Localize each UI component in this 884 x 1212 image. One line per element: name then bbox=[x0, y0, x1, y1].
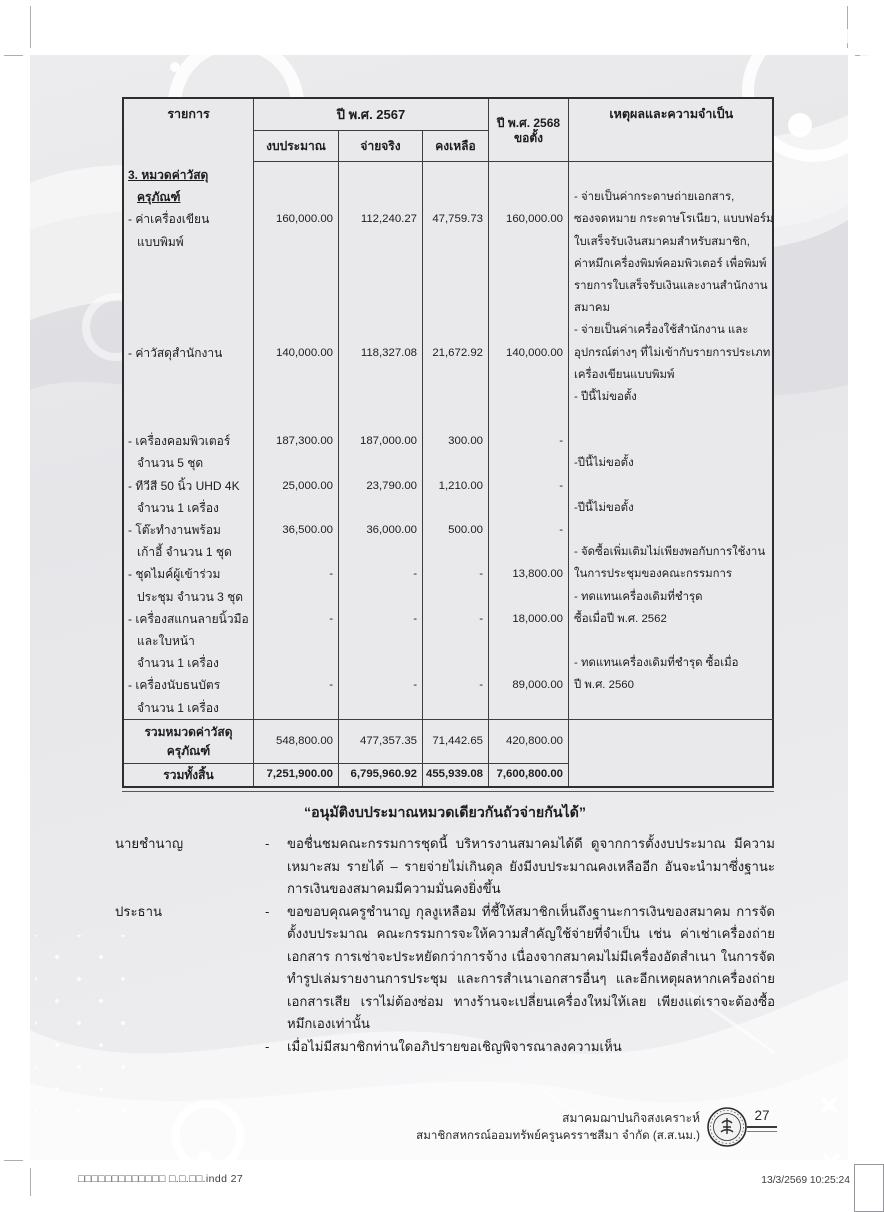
table-line: - ทดแทนเครื่องเดิมที่ชำรุด bbox=[574, 590, 703, 603]
table-line bbox=[489, 652, 568, 674]
table-line bbox=[489, 275, 568, 297]
table-line bbox=[423, 652, 488, 674]
table-line: - bbox=[559, 524, 563, 536]
table-line bbox=[254, 297, 338, 319]
table-line: -ปีนี้ไม่ขอตั้ง bbox=[574, 457, 634, 470]
table-line bbox=[423, 319, 488, 341]
table-line bbox=[339, 497, 422, 519]
table-line: เครื่องเขียนแบบพิมพ์ bbox=[574, 368, 675, 381]
speaker-statement: ขอขอบคุณครูชำนาญ กุลงูเหลือม ที่ชี้ให้สมาชิกเห็นถึงฐานะการเงินของสมาคม การจัดตั้งงบประมาณ คณะกรรมการจะให้ความสำคัญใช้จ่ายที่จำเป็น เช่น ค่าเช่าเครื่องถ่ายเอกสาร การเช่าจะประหยัดกว่าการจ้าง เนื่องจากสมาคมไม่มีเครื่องอัดสำเนา ในการจัดทำรูปเล่มรายงานการประชุม และการสำเนาเอกสารอื่นๆ และอีกเหตุผลหากเครื่องถ่ายเอกสารเสีย เราไม่ต้องซ่อม ทางร้านจะเปลี่ยนเครื่องใหม่ให้เลย เพียงแต่เราจะต้องซื้อหมึกเองเท่านั้น bbox=[287, 903, 775, 1031]
table-line bbox=[254, 452, 338, 474]
table-line: สมาคม bbox=[574, 302, 610, 315]
grand-total-label: รวมทั้งสิ้น bbox=[124, 763, 254, 786]
bullet-dash: - bbox=[265, 903, 270, 919]
table-line: - bbox=[329, 612, 333, 625]
table-line bbox=[254, 497, 338, 519]
table-line: 112,240.27 bbox=[360, 213, 417, 226]
table-line bbox=[489, 697, 568, 719]
table-line bbox=[423, 164, 488, 186]
table-line bbox=[423, 231, 488, 253]
table-line: - bbox=[479, 612, 483, 625]
table-line bbox=[489, 386, 568, 408]
table-line: และใบหน้า bbox=[137, 633, 195, 648]
bullet-dash: - bbox=[265, 836, 270, 851]
table-line: - ค่าเครื่องเขียน bbox=[128, 212, 210, 227]
table-line: - ทดแทนเครื่องเดิมที่ชำรุด ซื้อเมื่อ bbox=[574, 657, 739, 670]
table-line bbox=[423, 297, 488, 319]
table-line bbox=[254, 652, 338, 674]
table-line bbox=[339, 231, 422, 253]
table-line bbox=[254, 253, 338, 275]
page-number: 27 bbox=[754, 1108, 770, 1123]
footer-organization bbox=[380, 1110, 700, 1144]
table-line bbox=[254, 408, 338, 430]
table-line bbox=[339, 386, 422, 408]
table-line bbox=[254, 586, 338, 608]
table-line: 3. หมวดค่าวัสดุ bbox=[128, 168, 209, 182]
category-total-remaining: 71,442.65 bbox=[423, 719, 489, 763]
table-line bbox=[569, 430, 774, 452]
item-column bbox=[124, 162, 254, 719]
col-header-year-2568 bbox=[489, 99, 569, 162]
crop-mark-box bbox=[854, 1164, 884, 1212]
x-mark-icon: ✕ bbox=[820, 1148, 843, 1178]
table-line: แบบพิมพ์ bbox=[137, 234, 184, 249]
x-mark-icon: ✕ bbox=[818, 1091, 841, 1121]
table-line: - bbox=[329, 568, 333, 581]
table-line: อุปกรณ์ต่างๆ ที่ไม่เข้ากับรายการประเภท bbox=[574, 346, 771, 359]
table-line: - จ่ายเป็นค่าเครื่องใช้สำนักงาน และ bbox=[574, 324, 749, 337]
table-line bbox=[254, 164, 338, 186]
table-line bbox=[489, 452, 568, 474]
table-line: ปี พ.ศ. 2560 bbox=[574, 679, 634, 692]
footer-org-line2: สมาชิกสหกรณ์ออมทรัพย์ครูนครราชสีมา จำกัด (ส.ส.นม.) bbox=[416, 1129, 700, 1142]
table-line bbox=[423, 497, 488, 519]
table-line bbox=[423, 253, 488, 275]
table-line bbox=[254, 541, 338, 563]
speaker-block bbox=[115, 1036, 775, 1059]
col-header-actual: จ่ายจริง bbox=[339, 131, 423, 162]
table-line bbox=[254, 364, 338, 386]
table-line bbox=[569, 630, 774, 652]
table-line: - bbox=[413, 679, 417, 692]
table-line: 47,759.73 bbox=[432, 213, 483, 226]
totals-reason-cell bbox=[569, 719, 774, 786]
table-line: - bbox=[479, 568, 483, 581]
table-line: - bbox=[479, 679, 483, 692]
table-line: 187,000.00 bbox=[359, 435, 417, 448]
table-line: - จ่ายเป็นค่ากระดาษถ่ายเอกสาร, bbox=[574, 191, 735, 204]
table-line: - bbox=[559, 479, 563, 492]
table-line: - เครื่องคอมพิวเตอร์ bbox=[128, 434, 231, 449]
table-line: เก้าอี้ จำนวน 1 ชุด bbox=[137, 545, 232, 560]
table-line bbox=[339, 408, 422, 430]
table-line: 25,000.00 bbox=[282, 479, 333, 492]
table-line: จำนวน 5 ชุด bbox=[137, 456, 204, 471]
table-line bbox=[339, 186, 422, 208]
table-line bbox=[339, 253, 422, 275]
col-header-year-2568-line1: ปี พ.ศ. 2568 bbox=[496, 115, 561, 130]
col-header-year-2568-line2: ขอตั้ง bbox=[513, 130, 544, 145]
table-line: -ปีนี้ไม่ขอตั้ง bbox=[574, 501, 634, 514]
table-line bbox=[569, 164, 774, 186]
table-line bbox=[569, 408, 774, 430]
decor-dot bbox=[788, 113, 812, 137]
table-line: 300.00 bbox=[448, 435, 483, 448]
table-line bbox=[339, 164, 422, 186]
table-line bbox=[423, 541, 488, 563]
page-number-rule bbox=[747, 1126, 777, 1128]
table-line bbox=[489, 630, 568, 652]
table-line bbox=[124, 386, 253, 408]
page-number-block bbox=[740, 1108, 784, 1132]
table-line bbox=[254, 275, 338, 297]
minutes-section bbox=[115, 802, 775, 1058]
table-line bbox=[339, 630, 422, 652]
table-line bbox=[423, 186, 488, 208]
table-line: 118,327.08 bbox=[360, 346, 417, 359]
grand-total-request: 7,600,800.00 bbox=[489, 763, 569, 786]
table-line: ประชุม จำนวน 3 ชุด bbox=[137, 589, 244, 604]
crop-mark bbox=[30, 1168, 31, 1196]
table-line: 36,500.00 bbox=[282, 524, 333, 536]
col-header-reason: เหตุผลและความจำเป็น bbox=[569, 99, 774, 162]
category-total-label: รวมหมวดค่าวัสดุ ครุภัณฑ์ bbox=[124, 719, 254, 763]
table-line: 21,672.92 bbox=[432, 346, 483, 359]
table-line: 89,000.00 bbox=[512, 679, 563, 692]
table-line bbox=[423, 452, 488, 474]
table-line: - เครื่องสแกนลายนิ้วมือ bbox=[128, 611, 249, 626]
table-line: - bbox=[329, 679, 333, 692]
table-line bbox=[569, 475, 774, 497]
table-line: 36,000.00 bbox=[366, 524, 417, 536]
table-line: 18,000.00 bbox=[512, 612, 563, 625]
table-line bbox=[423, 275, 488, 297]
table-line: 140,000.00 bbox=[275, 346, 333, 359]
table-line: ในการประชุมของคณะกรรมการ bbox=[574, 568, 733, 581]
grand-total-remaining: 455,939.08 bbox=[423, 763, 489, 786]
table-line bbox=[124, 297, 253, 319]
table-line bbox=[339, 586, 422, 608]
footer-org-line1: สมาคมฌาปนกิจสงเคราะห์ bbox=[562, 1111, 700, 1125]
col-header-item: รายการ bbox=[124, 99, 254, 162]
table-line bbox=[489, 253, 568, 275]
grand-total-budget: 7,251,900.00 bbox=[254, 763, 339, 786]
table-line bbox=[339, 452, 422, 474]
table-line: - จัดซื้อเพิ่มเติมไม่เพียงพอกับการใช้งาน bbox=[574, 546, 766, 559]
table-line bbox=[423, 364, 488, 386]
table-line bbox=[489, 319, 568, 341]
speaker-name: นายชำนาญ bbox=[115, 836, 184, 851]
category-total-request: 420,800.00 bbox=[489, 719, 569, 763]
table-line bbox=[423, 408, 488, 430]
table-line bbox=[489, 497, 568, 519]
table-line bbox=[254, 231, 338, 253]
table-line bbox=[339, 275, 422, 297]
table-line: - ค่าวัสดุสำนักงาน bbox=[128, 345, 223, 360]
table-line: 13,800.00 bbox=[512, 568, 563, 581]
table-line: ซื้อเมื่อปี พ.ศ. 2562 bbox=[574, 612, 667, 625]
table-line bbox=[254, 186, 338, 208]
speaker-statement: เมื่อไม่มีสมาชิกท่านใดอภิปรายขอเชิญพิจารณาลงความเห็น bbox=[287, 1038, 622, 1054]
speaker-block bbox=[115, 833, 775, 901]
table-line: 1,210.00 bbox=[438, 479, 483, 492]
table-line: จำนวน 1 เครื่อง bbox=[137, 500, 219, 515]
speaker-statement: ขอชื่นชมคณะกรรมการชุดนี้ บริหารงานสมาคมได้ดี ดูจากการตั้งงบประมาณ มีความเหมาะสม รายได้ – รายจ่ายไม่เกินดุล ยังมีงบประมาณคงเหลืออีก อันจะนำมาซึ่งฐานะการเงินของสมาคมมีความมั่นคงยิ่งขึ้น bbox=[287, 836, 775, 896]
table-line bbox=[489, 231, 568, 253]
table-line bbox=[489, 186, 568, 208]
table-line bbox=[489, 586, 568, 608]
table-line: ค่าหมึกเครื่องพิมพ์คอมพิวเตอร์ เพื่อพิมพ์ bbox=[574, 257, 767, 270]
table-line bbox=[254, 697, 338, 719]
table-line bbox=[124, 319, 253, 341]
table-line bbox=[339, 541, 422, 563]
table-line: - เครื่องนับธนบัตร bbox=[128, 678, 221, 693]
table-line bbox=[254, 319, 338, 341]
table-line bbox=[254, 630, 338, 652]
table-line bbox=[489, 541, 568, 563]
table-line: 140,000.00 bbox=[505, 346, 563, 359]
page-number-rule bbox=[747, 1131, 777, 1132]
budget-column bbox=[254, 162, 339, 719]
budget-table bbox=[122, 97, 774, 788]
request-column bbox=[489, 162, 569, 719]
decor-dot bbox=[198, 1151, 212, 1165]
decor-dot-grid bbox=[35, 935, 125, 1125]
reason-column bbox=[569, 162, 774, 719]
table-line: 500.00 bbox=[448, 524, 483, 536]
table-line bbox=[124, 364, 253, 386]
table-line bbox=[569, 697, 774, 719]
speaker-name: ประธาน bbox=[115, 903, 163, 919]
table-line bbox=[569, 519, 774, 541]
table-line: 160,000.00 bbox=[275, 213, 333, 226]
table-line bbox=[339, 697, 422, 719]
col-header-year-2567: ปี พ.ศ. 2567 bbox=[254, 99, 489, 131]
table-line bbox=[423, 586, 488, 608]
table-line: ใบเสร็จรับเงินสมาคมสำหรับสมาชิก, bbox=[574, 235, 750, 248]
table-line: - bbox=[559, 435, 563, 448]
table-line: - bbox=[413, 568, 417, 581]
decor-dot bbox=[170, 62, 180, 72]
table-line bbox=[423, 386, 488, 408]
table-line bbox=[489, 164, 568, 186]
table-line: ครุภัณฑ์ bbox=[137, 190, 181, 205]
table-line bbox=[124, 275, 253, 297]
table-line bbox=[423, 630, 488, 652]
table-line: - ชุดไมค์ผู้เข้าร่วม bbox=[128, 567, 221, 582]
table-line bbox=[254, 386, 338, 408]
table-line bbox=[124, 408, 253, 430]
table-line: - bbox=[413, 612, 417, 625]
bullet-dash: - bbox=[265, 1038, 270, 1054]
speaker-block bbox=[115, 901, 775, 1036]
table-line bbox=[339, 319, 422, 341]
table-line: - ทีวีสี 50 นิ้ว UHD 4K bbox=[128, 478, 240, 493]
table-line: - โต๊ะทำงานพร้อม bbox=[128, 523, 221, 537]
table-line bbox=[489, 408, 568, 430]
table-line bbox=[489, 297, 568, 319]
grand-total-actual: 6,795,960.92 bbox=[339, 763, 423, 786]
table-line: 23,790.00 bbox=[366, 479, 417, 492]
crop-mark bbox=[4, 55, 23, 56]
table-line bbox=[339, 652, 422, 674]
table-line bbox=[339, 364, 422, 386]
category-total-actual: 477,357.35 bbox=[339, 719, 423, 763]
print-slug-timestamp: 13/3/2569 10:25:24 bbox=[761, 1175, 850, 1186]
print-slug-filename: □□□□□□□□□□□□□ □.□.□□.indd 27 bbox=[78, 1173, 244, 1185]
crop-mark bbox=[30, 6, 31, 48]
table-line: รายการใบเสร็จรับเงินและงานสำนักงาน bbox=[574, 279, 768, 292]
actual-column bbox=[339, 162, 423, 719]
table-line bbox=[124, 253, 253, 275]
table-line: จำนวน 1 เครื่อง bbox=[137, 656, 219, 671]
table-line: ซองจดหมาย กระดาษโรเนียว, แบบฟอร์ม bbox=[574, 213, 774, 226]
remaining-column bbox=[423, 162, 489, 719]
table-line: จำนวน 1 เครื่อง bbox=[137, 700, 219, 715]
table-line bbox=[339, 297, 422, 319]
col-header-budget: งบประมาณ bbox=[254, 131, 339, 162]
resolution-title: “อนุมัติงบประมาณหมวดเดียวกันถัวจ่ายกันได้” bbox=[304, 805, 586, 821]
table-line bbox=[423, 697, 488, 719]
crop-mark bbox=[4, 1160, 23, 1161]
category-total-budget: 548,800.00 bbox=[254, 719, 339, 763]
table-line bbox=[489, 364, 568, 386]
table-line: 187,300.00 bbox=[275, 435, 333, 448]
table-line: - ปีนี้ไม่ขอตั้ง bbox=[574, 390, 637, 403]
col-header-remaining: คงเหลือ bbox=[423, 131, 489, 162]
table-line: 160,000.00 bbox=[505, 213, 563, 226]
